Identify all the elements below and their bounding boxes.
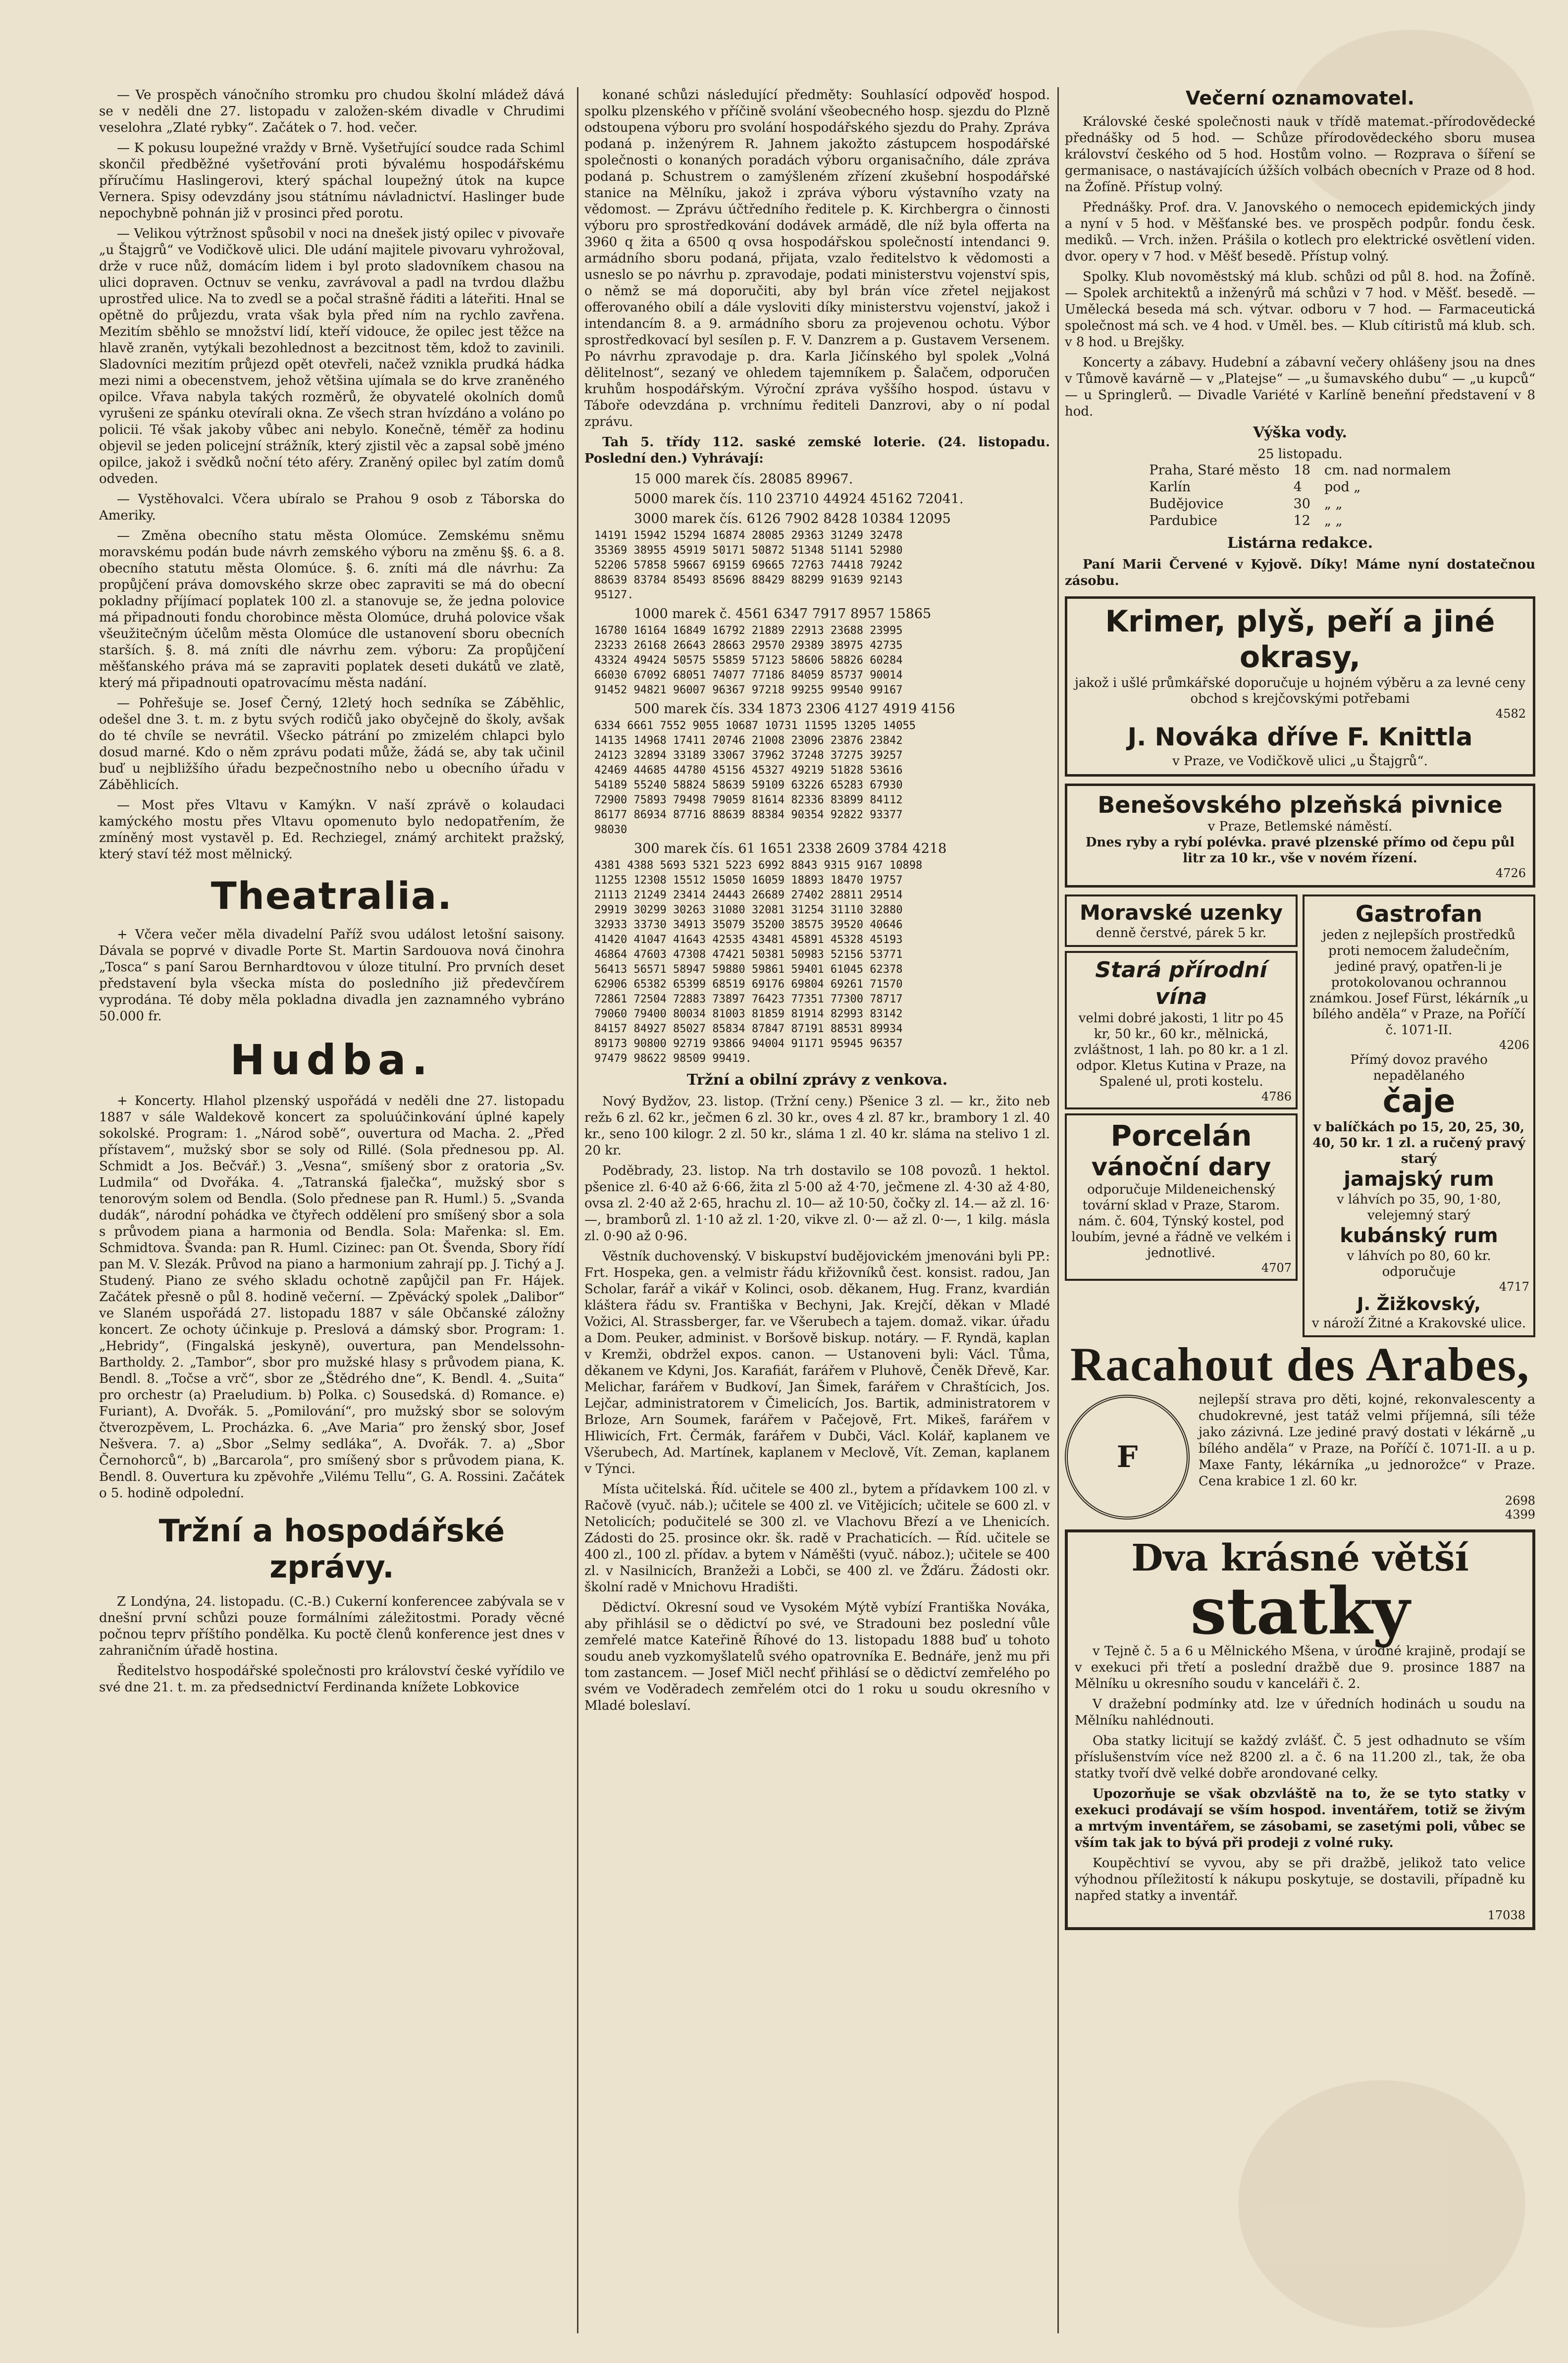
- ad-headline: statky: [1190, 1573, 1410, 1649]
- news-item: Věstník duchovenský. V biskupství budějovickém jmenováni byli PP.: Frt. Hospeka, gen. a velmistr řádu křižovníků čest. konsist. radou, Jan Scholar, farář a vikář v Kolinci, osob. děkanem, Hug. Franz, kvardián kláštera řádu sv. Františka v Bechyni, Jak. Krejčí, děkan v Mladé Vožici, Al. Strassberger, far. ve Všerubech a tajem. domaž. vikar. úřadu a Dom. Peuker, administ. v Boršově biskup. notáry. — F. Ryndä, kaplan v Kremži, obdržel expos. canon. — Ustanoveni byli: Václ. Tůma, děkanem ve Kdyni, Jos. Karafiát, farářem v Pluhově, Čeněk Dřevě, Kar. Melichar, farářem v Budkoví, Jan Šimek, farářem v Chraštícich, Jos. Lejčar, administratorem v Čimelicích, Jos. Bartik, administratorem v Brloze, Arn Soumek, farářem v Pačejově, Frt. Mikeš, farářem v Hliwicích, Frt. Čermák, farářem v Dubči, Václ. Kolář, kaplanem ve Všerubech, Ad. Martínek, kaplanem v Meclově, Vít. Zeman, kaplanem v Týnci.: [584, 1249, 1050, 1476]
- ad-headline: kubánský rum: [1340, 1224, 1498, 1247]
- water-date: 25 listopadu.: [1257, 447, 1343, 462]
- ad-number: 4582: [1495, 707, 1526, 721]
- lottery-heading: Tah 5. třídy 112. saské zemské loterie. (24. listopadu. Poslední den.) Vyhrávají:: [584, 435, 1050, 466]
- ad-headline: vánoční dary: [1091, 1153, 1271, 1181]
- news-item: Ředitelstvo hospodářské společnosti pro království české vyřídilo ve své dne 21. t. m. za předsednictví Ferdinanda knížete Lobkovice: [99, 1664, 565, 1695]
- ad-porcelan: [1065, 1113, 1298, 1281]
- ad-headline: Krimer, plyš, peří a jiné okrasy,: [1105, 604, 1495, 675]
- lottery-line: 15 000 marek čís. 28085 89967.: [634, 472, 853, 487]
- lottery-numbers: 6334 6661 7552 9055 10687 10731 11595 13205 14055 14135 14968 17411 20746 21008 23096 23876 23842 24123 32894 33189 33067 37962 37248 37275 39257 42469 44685 44780 45156 45327 49219 51828 53616 54189 55240 58824 58639 59109 63226 65283 67930 72900 75893 79498 79059 81614 82336 83899 84112 86177 86934 87716 88639 88384 90354 92822 93377 98030: [594, 720, 916, 836]
- column-rule: [577, 87, 578, 2333]
- water-unit: „ „: [1324, 513, 1343, 528]
- ad-headline: Gastrofan: [1355, 900, 1483, 927]
- news-item: — Pohřešuje se. Josef Černý, 12letý hoch sedníka se Záběhlic, odešel dne 3. t. m. z bytu svých rodičů jako obyčejně do školy, avšak do té chvíle se nevrátil. Všecko pátrání po zmizelém chlapci bylo dosud marné. Kdo o něm zprávu podati může, žádá se, aby tak učinil buď u nejbližšího úřadu bezpečnostního nebo u obecního úřadu v Záběhlicích.: [99, 696, 565, 792]
- ad-text: Oba statky licitují se každý zvlášť. Č. 5 jest odhadnuto se vším příslušenstvím více než 8200 zl. a č. 6 na 11.200 zl., tak, že oba statky tvoří dvě velké dobře arondované celky.: [1075, 1733, 1525, 1781]
- ad-number: 4707: [1261, 1261, 1292, 1275]
- news-item: konané schůzi následující předměty: Souhlasící odpověď hospod. spolku plzenského v příčině svolání všeobecného hosp. sjezdu do Plzně odstoupena výboru pro svolání hospodářského sjezdu do Prahy. Zpráva podaná p. inženýrem R. Jahnem jakožto zástupcem hospodářské společnosti o konaných poradách výboru organisačního, dále zpráva podaná p. Schustrem o zamýšleném zřízení zkušební hospodářské stanice na Mělníku, jakož i zpráva výboru výstavního vzaty na vědomost. — Zprávu účtředního ředitele p. K. Kirchbergra o činnosti výboru pro sprostředkování dodávek armádě, dle níž byla offerta na 3960 q žita a 6500 q ovsa hospodářskou společností intendanci 9. armádního sboru podaná, přijata, vzalo ředitelstvo k vědomosti a usneslo se po návrhu p. zpravodaje, podati ministerstvu vojenství spis, o němž se má doporučiti, aby byl brán více zřetel nejjakost offerovaného obilí a dále vysloviti díky ministerstvu vojenství, jakož i intendancím 8. a 9. armádního sboru za projevenou ochotu. Výbor sprostředkovací byl sesílen p. F. V. Danzrem a p. Gustavem Versenem. Po návrhu zpravodaje p. dra. Karla Jičínského byl spolek „Volná dělitelnost“, sezaný ve ohledem tajemníkem p. Šalačem, odporučen kruhům hospodářským. Výroční zpráva vyššího hospod. ústavu v Táboře odevzdána p. vrchnímu řediteli Danzrovi, aby o ní podal zprávu.: [584, 88, 1050, 429]
- listarna-title: Listárna redakce.: [1227, 534, 1373, 552]
- news-item: Nový Bydžov, 23. listop. (Tržní ceny.) Pšenice 3 zl. — kr., žito neb režь 6 zl. 62 kr., ječmen 6 zl. 30 kr., oves 4 zl. 87 kr., brambory 1 zl. 40 kr., seno 100 kilogr. 2 zl. 50 kr., sláma 1 zl. 40 kr. sláma na stelivo 1 zl. 20 kr.: [584, 1094, 1050, 1158]
- water-place: Pardubice: [1149, 513, 1217, 528]
- news-item: Přednášky. Prof. dra. V. Janovského o nemocech epidemických jindy a nyní v 5 hod. v Měšťanské bes. ve prospěch podpůr. fondu česk. mediků. — Vrch. inžen. Prášila o kotlech pro elektrické osvětlení viden. dvor. opery v 7 hod. v Měšť besedě. Přístup volný.: [1065, 200, 1535, 264]
- ad-headline: Benešovského plzeňská pivnice: [1098, 791, 1503, 818]
- news-item: Poděbrady, 23. listop. Na trh dostavilo se 108 povozů. 1 hektol. pšenice zl. 6·40 až 6·66, žita zl 5·00 až 4·70, ječmene zl. 4·30 až 4·80, ovsa zl. 2·40 až 2·65, hrachu zl. 10— až 10·50, čočky zl. 14.— až zl. 16·—, bramborů zl. 1·10 až zl. 1·20, vikve zl. 0·— až zl. 0·—, 1 kilg. másla zl. 0·90 až 0·96.: [584, 1163, 1050, 1244]
- section-heading-trzni: Tržní a hospodářské zprávy.: [158, 1513, 505, 1585]
- lottery-line: 300 marek čís. 61 1651 2338 2609 3784 4218: [634, 841, 947, 856]
- water-value: 18: [1293, 463, 1310, 478]
- ad-text: odporučuje Mildeneichenský tovární sklad v Praze, Starom. nám. č. 604, Týnský kostel, pod loubím, jevné a řádně ve velkém i jednotlivé.: [1071, 1182, 1291, 1260]
- lottery-numbers: 4381 4388 5693 5321 5223 6992 8843 9315 9167 10898 11255 12308 15512 15050 16059 18893 18470 19757 21113 21249 23414 24443 26689 27402 28811 29514 29919 30299 30263 31080 32081 31254 31110 32880 32933 33730 34913 35079 35200 38575 39520 40646 41420 41047 41643 42535 43481 45891 45328 45193 46864 47603 47308 47421 50381 50983 52156 53771 56413 56571 58947 59880 59861 59401 61045 62378 62906 65382 65399 68519 69176 69804 69261 71570 72861 72504 72883 73897 76423 77351 77300 78717 79060 79400 80034 81003 81859 81914 82993 83142 84157 84927 85027 85834 87847 87191 88531 89934 89173 90800 92719 93866 94004 91171 95945 96357 97479 98622 98509 99419.: [594, 859, 923, 1065]
- ad-row: [1065, 894, 1535, 1337]
- ad-text: v láhvích po 35, 90, 1·80, velejemný starý: [1336, 1192, 1502, 1223]
- column-1: [99, 87, 565, 2326]
- ad-number: 2698: [1505, 1494, 1535, 1508]
- news-item: Z Londýna, 24. listopadu. (C.-B.) Cukerní konferencee zabývala se v dnešní první schůzi pouze formálními záležitostmi. Porady věcné počnou teprv příštího pondělka. Ku poctě členů konference jest dnes v zahraničním úřadě hostina.: [99, 1594, 565, 1658]
- ad-number: 4786: [1261, 1090, 1292, 1103]
- water-title: Výška vody.: [1253, 424, 1347, 441]
- ad-text: v nároží Žitné a Krakovské ulice.: [1311, 1316, 1526, 1331]
- column-2: [584, 87, 1050, 2326]
- lottery-line: 500 marek čís. 334 1873 2306 4127 4919 4156: [634, 701, 955, 717]
- lottery-line: 1000 marek č. 4561 6347 7917 8957 15865: [634, 606, 932, 622]
- news-item: — Vystěhovalci. Včera ubíralo se Prahou 9 osob z Táborska do Ameriky.: [99, 492, 565, 523]
- ad-headline: J. Nováka dříve F. Knittla: [1127, 723, 1473, 751]
- water-unit: „ „: [1324, 496, 1343, 512]
- ad-text: jakož i ušlé průmkářské doporučuje u hojném výběru a za levné ceny obchod s krejčovskými potřebami: [1074, 676, 1526, 706]
- section-heading-theatralia: Theatralia.: [210, 874, 453, 918]
- water-unit: pod „: [1324, 479, 1361, 495]
- ad-column-right: [1303, 894, 1535, 1337]
- lottery-line: 3000 marek čís. 6126 7902 8428 10384 12095: [634, 511, 951, 526]
- lottery-line: 5000 marek čís. 110 23710 44924 45162 72041.: [634, 491, 964, 507]
- brand-stamp: [1065, 1395, 1190, 1520]
- ad-number: 4726: [1495, 866, 1526, 880]
- section-heading-trzni-venkov: Tržní a obilní zprávy z venkova.: [686, 1071, 948, 1089]
- news-item: Dědictví. Okresní soud ve Vysokém Mýtě vybízí Františka Nováka, aby přihlásil se o dědictví po své, ve Stradouni bez poslední vůle zemřelé matce Kateřině Říhové do 13. listopadu 1888 buď u tohoto soudu aneb vyzkomyšlatelů svého opatrovníka E. Bednáře, jenž mu při tom zastancem. — Josef Mičl nechť přihlásí se o dědictví zemřelého po svém ve Voděradech zemřelém otci do 1 roku u soudu okresního v Mladé boleslaví.: [584, 1600, 1050, 1713]
- column-rule: [1057, 87, 1059, 2333]
- ad-benesovsky: [1065, 784, 1535, 888]
- ad-number: 4717: [1499, 1280, 1529, 1294]
- ad-text: denně čerstvé, párek 5 kr.: [1096, 926, 1267, 941]
- news-item: + Včera večer měla divadelní Paříž svou událost letošní saisony. Dávala se poprvé v divadle Porte St. Martin Sardouova nová činohra „Tosca“ s paní Sarou Bernhardtovou v úloze titulní. Pro prvních deset představení byla všecka místa do posledního již předevčírem vyprodána. Té doby měla pokladna divadla jen zaznamného vybráno 50.000 fr.: [99, 927, 565, 1024]
- water-value: 30: [1293, 496, 1310, 512]
- ad-text: v Praze, Betlemské náměstí.: [1207, 819, 1393, 834]
- ad-headline: Moravské uzenky: [1079, 900, 1283, 925]
- news-item: Spolky. Klub novoměstský má klub. schůzi od půl 8. hod. na Žofíně. — Spolek architektů a inženýrů má schůzi v 7 hod. v Měšť. besedě. — Umělecká beseda má sch. výtvar. odboru v 7 hod. — Farmaceutická společnost má sch. ve 4 hod. v Uměl. bes. — Klub cítiristů má klub. sch. v 8 hod. u Brejšky.: [1065, 269, 1535, 350]
- ad-text: Koupěchtiví se vyvou, aby se při dražbě, jelikož tato velice výhodnou příležitostí k nákupu poskytuje, se dostavili, případně ku napřed statky a inventář.: [1075, 1856, 1525, 1903]
- ad-headline: Stará přírodní vína: [1095, 957, 1267, 1009]
- ad-headline: Dva krásné větší: [1131, 1537, 1469, 1579]
- ad-text: Upozorňuje se však obzvláště na to, že se tyto statky v exekuci prodávají se vším hospod. inventářem, totiž se živým a mrtvým inventářem, se zásobami, se zasetými poli, vůbec se vším tak jak to bývá při prodeji z volné ruky.: [1075, 1786, 1525, 1850]
- ad-text: v Praze, ve Vodičkově ulici „u Štajgrů“.: [1172, 754, 1428, 769]
- table-row: [1142, 479, 1458, 496]
- table-row: [1142, 462, 1458, 479]
- news-item: — Most přes Vltavu v Kamýkn. V naší zprávě o kolaudaci kamýckého mostu přes Vltavu opomenuto bylo nedopatřením, že zmíněný most vystavěl p. Ed. Rechziegel, známý architekt pražský, který staví též most mělnický.: [99, 798, 565, 862]
- ad-gastrofan: [1303, 894, 1535, 1337]
- table-row: [1142, 513, 1458, 529]
- news-item: — K pokusu loupežné vraždy v Brně. Vyšetřující soudce rada Schiml skončil předběžné vyšetřování proti bývalému hospodářskému příručímu Haslingerovi, který spáchal loupežný útok na kupce Vernera. Spisy odevzdány jsou státnímu návladnictví. Haslinger bude nepochybně pohnán již v prosinci před porotu.: [99, 141, 565, 221]
- ad-number: 4206: [1499, 1038, 1529, 1052]
- water-table: [1142, 462, 1458, 529]
- news-item: — Ve prospěch vánočního stromku pro chudou školní mládež dává se v neděli dne 27. listopadu v založen-ském divadle v Chrudimi veselohra „Zlaté rybky“. Začátek o 7. hod. večer.: [99, 88, 565, 135]
- ad-headline: čaje: [1382, 1083, 1456, 1120]
- news-item: — Velikou výtržnost spůsobil v noci na dnešek jistý opilec v pivovaře „u Štajgrů“ ve Vodičkově ulici. Dle udání majitele pivovaru vyhrožoval, drže v ruce nůž, domácím lidem i byl proto sladovníkem chasou na ulici dopraven. Octnuv se venku, zavrávoval a padl na tvrdou dlažbu uprostřed ulice. Na to zvedl se a počal strašně řáditi a láteřiti. Hnal se opětně do průjezdu, vrata však byla před ním na rychlo zavřena. Mezitím sběhlo se množství lidí, kteří vidouce, že opilec jest těžce na hlavě zraněn, vytýkali bezohlednost a bezcitnost těm, kdož to zavinili. Sladovníci mezitím průjezd opět otevřeli, načež vznikla prudká hádka mezi nimi a obecenstvem, jehož většina ujímala se do krve zraněného opilce. Vřava nabyla takých rozměrů, že obyvatelé okolních domů vyrušeni ze spánku otevírali okna. Ze všech stran hvízdáno a voláno po policii. Té však jakoby vůbec ani nebylo. Konečně, téměř za hodinu objevil se jeden policejní strážník, který zjistil věc a zapsal sobě jméno opilce, jakož i svědků noční této aféry. Zraněný opilec byl zatím domů odveden.: [99, 226, 565, 486]
- water-value: 4: [1293, 479, 1302, 495]
- news-item: — Změna obecního statu města Olomúce. Zemskému sněmu moravskému podán bude návrh zemského výboru na změnu §§. 6. a 8. obecního statutu města Olomúce. §. 6. zníti má dle návrhu: Za propůjčení práva domovského skrze obec zapraviti se má do obecní pokladny příjímací poplatek 100 zl. a stanovuje se, že jedna polovice má připadnouti fondu chorobince města Olomúce, druhá polovice však všeužitečným účelům města Olomúce dle ustanovení sboru obecních starších. §. 8. má zníti dle návrhu zem. výboru: Za propůjčení měšťanského práva má se zapraviti poplatek deseti dukátů ve zlatě, který má připadnouti opatrovacímu města nadání.: [99, 528, 565, 690]
- water-place: Karlín: [1149, 479, 1191, 495]
- ad-text: jeden z nejlepších prostředků proti nemocem žaludečním, jediné pravý, opatřen-li je protokolovanou ochrannou známkou. Josef Fürst, lékárník „u bílého anděla“ v Praze, na Poříčí č. 1071-II.: [1309, 928, 1529, 1038]
- ad-racahout-headline: Racahout des Arabes,: [1070, 1338, 1530, 1391]
- ad-racahout: [1065, 1392, 1535, 1523]
- ad-krimer: [1065, 596, 1535, 777]
- ad-text: V dražební podmínky atd. lze v úředních hodinách u soudu na Mělníku nahlédnouti.: [1075, 1697, 1525, 1728]
- water-unit: cm. nad normalem: [1324, 463, 1451, 478]
- column-3: [1065, 87, 1535, 2326]
- ad-number: 17038: [1487, 1908, 1525, 1922]
- brand-stamp-letter: F: [1116, 1440, 1138, 1474]
- ad-headline: Porcelán: [1110, 1119, 1252, 1153]
- water-value: 12: [1293, 513, 1310, 528]
- water-place: Budějovice: [1149, 496, 1224, 512]
- news-item: Místa učitelská. Říd. učitele se 400 zl., bytem a přídavkem 100 zl. v Račově (vyuč. náb.); učitele se 400 zl. ve Vitějicích; učitele se 600 zl. v Netolicích; podučitelé se 300 zl. ve Vlachovu Březí a ve Lhenicích. Zádosti do 25. prosince okr. šk. radě v Prachaticích. — Říd. učitele se 400 zl., 100 zl. přídav. a bytem v Náměšti (vyuč. náboz.); učitele se 400 zl. v Nasilnicích, Branžeži a Lobči, se 400 zl. ve Žďáru. Žádosti okr. školní radě v Mnichovu Hradišti.: [584, 1482, 1050, 1595]
- ad-uzenky: [1065, 894, 1298, 947]
- lottery-numbers: 16780 16164 16849 16792 21889 22913 23688 23995 23233 26168 26643 28663 29570 29389 38975 42735 43324 49424 50575 55859 57123 58606 58826 60284 66030 67092 68051 74077 77186 84059 85737 90014 91452 94821 96007 96367 97218 99255 99540 99167: [594, 625, 903, 696]
- ad-text: velmi dobré jakosti, 1 litr po 45 kr, 50 kr., 60 kr., mělnická, zvláštnost, 1 lah. po 80 kr. a 1 zl. odpor. Kletus Kutina v Praze, na Spalené ul, proti kostelu.: [1074, 1011, 1289, 1089]
- table-row: [1142, 496, 1458, 513]
- ad-column-left: [1065, 894, 1298, 1337]
- ad-statky: [1065, 1529, 1535, 1930]
- ad-text: Dnes ryby a rybí polévka. pravé plzenské přímo od čepu půl litr za 10 kr., vše v novém řízení.: [1085, 835, 1515, 866]
- ad-number: 4399: [1505, 1508, 1535, 1522]
- ad-text: Přímý dovoz pravého nepadělaného: [1350, 1052, 1488, 1083]
- news-item: Královské české společnosti nauk v třídě matemat.-přírodovědecké přednášky od 5 hod. — Schůze přírodovědeckého sboru musea království českého od 5 hod. Hostům volno. — Rozprava o šíření se germanisace, o nastávajících úžších volbách obecních v Praze od 8 hod. na Žofíně. Přístup volný.: [1065, 114, 1535, 195]
- news-item: + Koncerty. Hlahol plzenský uspořádá v neděli dne 27. listopadu 1887 v sále Waldekově koncert za spoluúčinkování úplné kapely sokolské. Program: 1. „Národ sobě“, ouvertura od Macha. 2. „Před přístavem“, mužský sbor se soly od Rillé. (Sola přednesou pp. Al. Schmidt a Jos. Bečvář.) 3. „Vesna“, smíšený sbor z oratoria „Sv. Ludmila“ od Dvořáka. 4. „Tatranská fjalečka“, mužský sbor s tenorovým solem od Bendla. (Solo přednese pan R. Huml.) 5. „Svanda dudák“, národní pohádka ve čtyřech oddělení pro smíšený sbor a sola s průvodem piana a harmonia od Bendla. Sola: Mařenka: sl. Em. Schmidtova. Švanda: pan R. Huml. Cizinec: pan Ot. Švenda, Sbory řídí pan M. V. Slezák. Průvod na piano a harmonium zahrají pp. J. Tichý a J. Studený. Piano ze svého skladu ochotně zapůjčil pan Fr. Hájek. Začátek přesně o půl 8. hodině večerní. — Zpěvácký spolek „Dalibor“ ve Slaném uspořádá 27. listopadu 1887 v sále Občanské záložny koncert. Ze ochoty účinkuje p. Preslová a dámský sbor. Program: 1. „Hebridy“, (Fingalská jeskyně), ouvertura, pan Mendelssohn-Bartholdy. 2. „Tambor“, sbor pro mužské hlasy s průvodem piana, K. Bendl. 8. „Točse a vrč“, sbor ze „Štědrého dne“, K. Bendl. 4. „Suita“ pro orchestr (a) Praeludium. b) Polka. c) Sousedská. d) Romance. e) Furiant), A. Dvořák. 5. „Pomilování“, pro mužský sbor se solovým čtverozpěvem, L. Procházka. 6. „Ave Maria“ pro ženský sbor, Josef Nešvera. 7. a) „Sbor „Selmy sedlákа“, A. Dvořák. 7. a) „Sbor Černohorců“, b) „Barcarola“, pro smíšený sbor s průvodem piana, K. Bendl. 8. Ouvertura ku zpěvohře „Vilému Tellu“, G. A. Rossini. Začátek o 5. hodině odpolední.: [99, 1094, 565, 1501]
- ad-text: v láhvích po 80, 60 kr. odporučuje: [1347, 1249, 1491, 1279]
- listarna-text: Paní Marii Červené v Kyjově. Díky! Máme nyní dostatečnou zásobu.: [1065, 557, 1535, 588]
- ad-text: v balíčkách po 15, 20, 25, 30, 40, 50 kr. 1 zl. a ručený pravý starý: [1312, 1120, 1525, 1166]
- news-item: Koncerty a zábavy. Hudební a zábavní večery ohlášeny jsou na dnes v Tůmově kavárně — v „Platejse“ — „u šumavského dubu“ — „u kupců“ — u Springlerů. — Divadle Variété v Karlíně beneňní představení v 8 hod.: [1065, 355, 1535, 419]
- lottery-numbers: 14191 15942 15294 16874 28085 29363 31249 32478 35369 38955 45919 50171 50872 51348 51141 52980 52206 57858 59667 69159 69665 72763 74418 79242 88639 83784 85493 85696 88429 88299 91639 92143 95127.: [594, 529, 903, 601]
- ad-headline: jamajský rum: [1344, 1168, 1494, 1191]
- water-place: Praha, Staré město: [1149, 463, 1280, 478]
- ad-vina: [1065, 951, 1298, 1109]
- section-heading-vecerni: Večerní oznamovatel.: [1186, 87, 1414, 109]
- ad-text: v Tejně č. 5 a 6 u Mělnického Mšena, v úrodné krajině, prodají se v exekuci při třetí a poslední dražbě due 9. prosince 1887 na Mělníku u okresního soudu v kanceláři č. 2.: [1075, 1644, 1525, 1691]
- section-heading-hudba: Hudba.: [230, 1036, 434, 1084]
- ad-text: nejlepší strava pro děti, kojné, rekonvalescenty a chudokrevné, jest tatáž velmi příjemná, síli téže jako zázivná. Lze jediné pravý dostati v lékárně „u bílého anděla“ v Praze, na Poříčí č. 1071-II. a u p. Maxe Fanty, lékárníka „u jednorožce“ v Praze. Cena krabice 1 zl. 60 kr.: [1199, 1392, 1535, 1489]
- ad-headline: J. Žižkovský,: [1357, 1294, 1481, 1314]
